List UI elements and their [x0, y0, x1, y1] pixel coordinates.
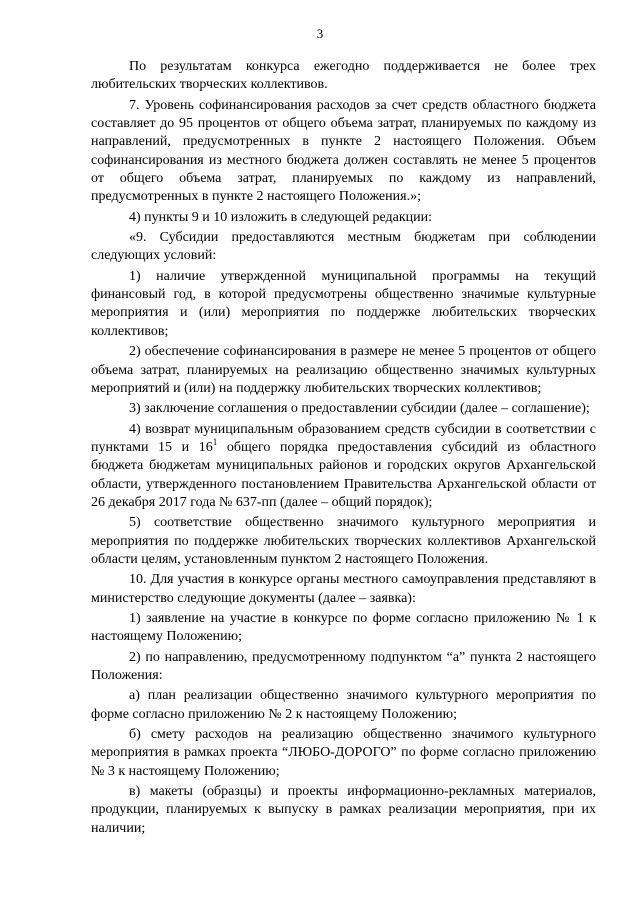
paragraph-condition-3: 3) заключение соглашения о предоставлении субсидии (далее – соглашение);: [129, 401, 590, 417]
paragraph-results: По результатам конкурса ежегодно поддерживается не более трех любительских творческих коллективов.: [91, 59, 596, 93]
paragraph-subitem-a: а) план реализации общественно значимого культурного мероприятия по форме согласно приложению № 2 к настоящему Положению;: [91, 688, 596, 722]
paragraph-document-1: 1) заявление на участие в конкурсе по форме согласно приложению № 1 к настоящему Положению;: [91, 610, 596, 645]
paragraph-condition-4: [91, 421, 596, 513]
paragraph-condition-5: 5) соответствие общественно значимого культурного мероприятия и мероприятия по поддержке любительских творческих коллективов Архангельской области целям, установленным пунктом 2 настоящего Положения.: [91, 515, 596, 567]
condition-4-text-start: 4) возврат муниципальным образованием средств субсидии в соответствии с пунктами 15 и 16: [91, 421, 596, 455]
paragraph-subitem-b: б) смету расходов на реализацию общественно значимого культурного мероприятия в рамках проекта “ЛЮБО-ДОРОГО” по форме согласно приложению № 3 к настоящему Положению;: [91, 727, 596, 779]
page-number: 3: [316, 26, 324, 41]
paragraph-item-7: 7. Уровень софинансирования расходов за счет средств областного бюджета составляет до 95 процентов от общего объема затрат, планируемых по каждому из направлений, предусмотренных в пункте 2 настоящего Положения. Объем софинансирования из местного бюджета должен составлять не менее 5 процентов от общего объема затрат, планируемых по каждому из направлений, предусмотренных в пункте 2 настоящего Положения.»;: [91, 97, 596, 205]
paragraph-document-2: 2) по направлению, предусмотренному подпунктом “а” пункта 2 настоящего Положения:: [91, 649, 596, 683]
paragraph-subitem-v: в) макеты (образцы) и проекты информационно-рекламных материалов, продукции, планируемых к выпуску в рамках реализации мероприятия, при их наличии;: [91, 784, 596, 836]
document-body: [91, 58, 596, 840]
paragraph-amendment-4: 4) пункты 9 и 10 изложить в следующей редакции:: [129, 209, 433, 225]
superscript-1: 1: [212, 436, 218, 447]
paragraph-condition-1: 1) наличие утвержденной муниципальной программы на текущий финансовый год, в которой предусмотрены общественно значимые культурные мероприятия и (или) мероприятия по поддержке любительских творческих коллективов;: [91, 268, 596, 339]
condition-4-text-end: общего порядка предоставления субсидий из областного бюджета бюджетам муниципальных районов и городских округов Архангельской области, утвержденного постановлением Правительства Архангельской области от 26 декабря 2017 года № 637-пп (далее – общий порядок);: [91, 439, 597, 510]
paragraph-item-10: 10. Для участия в конкурсе органы местного самоуправления представляют в министерство следующие документы (далее – заявка):: [91, 572, 596, 606]
paragraph-condition-2: 2) обеспечение софинансирования в размере не менее 5 процентов от общего объема затрат, планируемых на реализацию общественно значимых культурных мероприятий и (или) на поддержку любительских творческих коллективов;: [91, 344, 596, 396]
paragraph-item-9: «9. Субсидии предоставляются местным бюджетам при соблюдении следующих условий:: [91, 230, 596, 264]
